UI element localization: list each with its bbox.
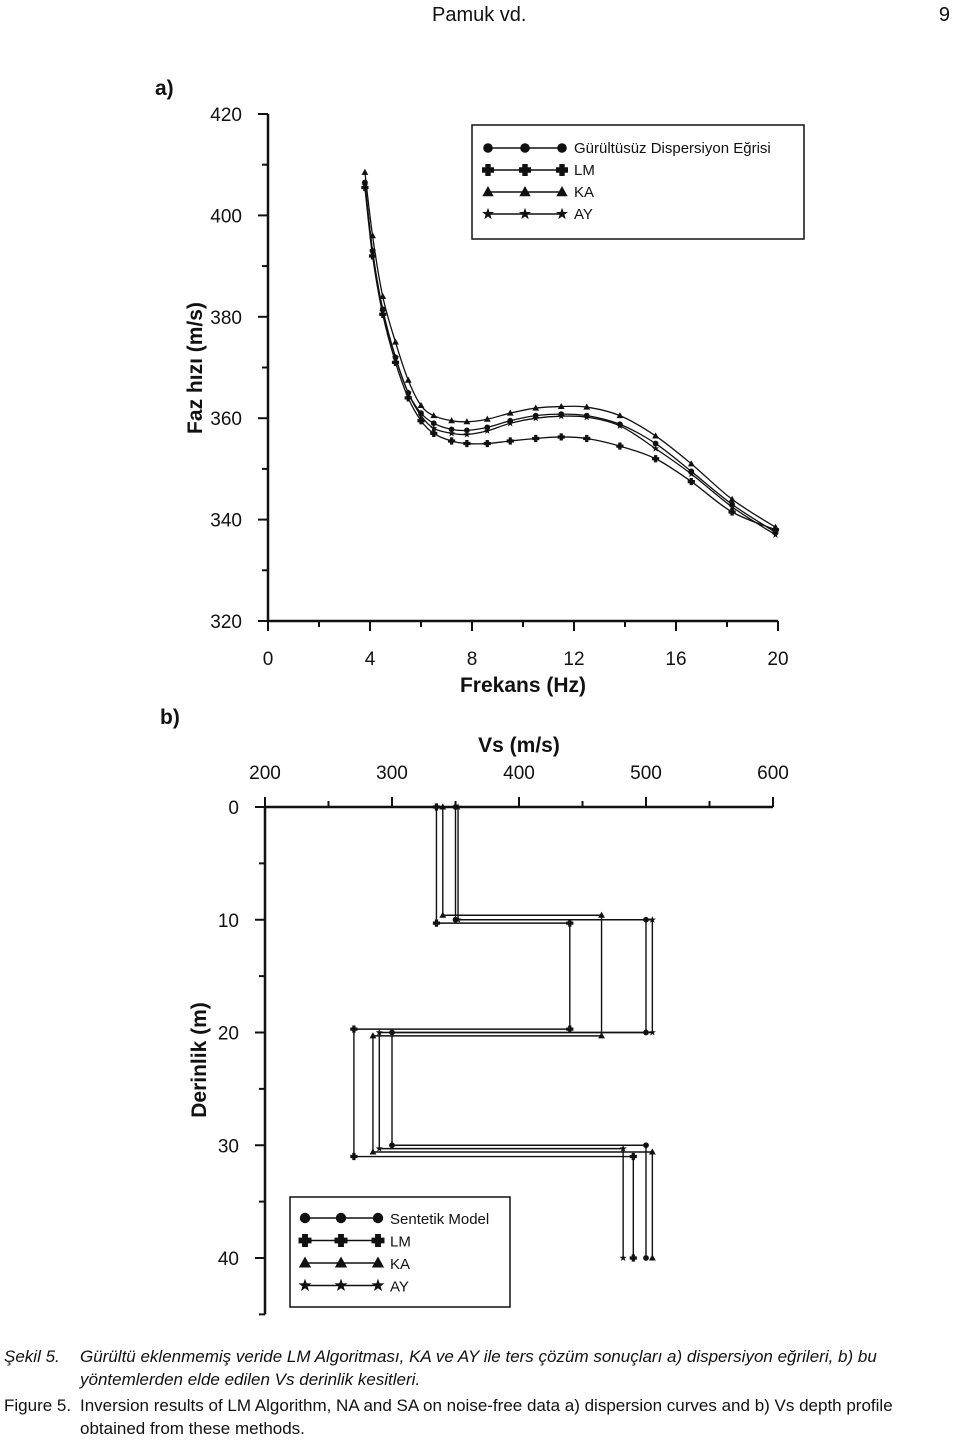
panel-b-point — [376, 1145, 383, 1152]
panel-b-x-axis-title: Vs (m/s) — [478, 734, 560, 757]
panel-b-legend — [290, 1197, 510, 1307]
panel-a-point — [729, 496, 736, 502]
panel-a-point — [652, 432, 659, 438]
panel-b-x-tick-label: 200 — [249, 763, 281, 784]
panel-b-y-axis-title: Derinlik (m) — [188, 1002, 211, 1118]
panel-b-series-group — [350, 803, 656, 1261]
panel-b-point — [566, 920, 573, 927]
panel-a-point — [652, 455, 659, 462]
panel-b-y-tick-label: 40 — [217, 1249, 239, 1270]
panel-b-point — [620, 1254, 627, 1261]
panel-b-point — [566, 1026, 573, 1033]
panel-b-x-tick-label: 500 — [630, 763, 662, 784]
panel-a-point — [405, 377, 412, 383]
panel-b-legend-marker — [373, 1213, 383, 1223]
running-head-author: Pamuk vd. — [432, 4, 527, 26]
panel-b-vs-profile-chart — [160, 706, 789, 1314]
caption-turkish-label: Şekil 5. — [4, 1347, 60, 1366]
panel-b-legend-marker — [300, 1213, 310, 1223]
panel-b-series-line — [379, 807, 652, 1258]
panel-b-y-tick-label: 20 — [217, 1023, 239, 1045]
panel-b-legend-label: LM — [390, 1233, 411, 1251]
panel-b-point — [350, 1026, 357, 1033]
panel-a-point — [392, 339, 399, 345]
panel-a-legend-marker — [483, 143, 493, 153]
panel-a-legend-marker — [557, 143, 567, 153]
panel-a-x-tick-label: 0 — [262, 649, 274, 670]
panel-a-y-tick-label: 400 — [210, 206, 242, 228]
panel-a-point — [484, 440, 491, 447]
panel-a-point — [772, 524, 779, 530]
caption-english-label: Figure 5. — [4, 1396, 72, 1415]
panel-b-point — [630, 1153, 637, 1160]
panel-a-x-tick-label: 20 — [767, 649, 789, 670]
panel-a-y-tick-label: 420 — [210, 105, 242, 126]
panel-b-x-tick-label: 300 — [376, 763, 408, 784]
panel-b-point — [643, 1142, 649, 1148]
panel-a-point — [616, 442, 623, 449]
panel-a-legend-label: AY — [574, 206, 593, 223]
caption-english-text: Inversion results of LM Algorithm, NA and SA on noise-free data a) dispersion curves and b) Vs depth profile obtained from these methods. — [80, 1396, 893, 1438]
panel-b-y-tick-label: 30 — [217, 1136, 239, 1158]
panel-a-x-tick-label: 12 — [563, 649, 585, 670]
panel-b-point — [649, 1029, 656, 1036]
panel-a-legend-label: Gürültüsüz Dispersiyon Eğrisi — [574, 140, 771, 157]
panel-b-legend-marker — [336, 1213, 346, 1223]
panel-a-point — [361, 169, 368, 175]
panel-b-y-tick-label: 10 — [217, 910, 239, 932]
panel-a-legend-label: KA — [574, 184, 595, 201]
caption-turkish-text: Gürültü eklenmemiş veride LM Algoritması, KA ve AY ile ters çözüm sonuçları a) dispersiyon eğrileri, b) bu yöntemlerden elde edilen Vs derinlik kesitleri. — [80, 1347, 877, 1389]
panel-a-point — [463, 440, 470, 447]
panel-a-y-axis-title: Faz hızı (m/s) — [184, 302, 207, 434]
panel-b-label: b) — [160, 706, 180, 729]
panel-b-point — [643, 1255, 649, 1261]
panel-b-x-tick-label: 600 — [757, 763, 789, 784]
panel-b-point — [649, 1254, 656, 1260]
page-number: 9 — [938, 4, 950, 26]
panel-a-point — [448, 437, 455, 444]
panel-b-point — [350, 1153, 357, 1160]
panel-a-y-tick-label: 380 — [210, 307, 242, 329]
panel-a-point — [558, 433, 565, 440]
panel-a-legend-label: LM — [574, 162, 595, 179]
panel-b-legend-label: KA — [390, 1256, 411, 1273]
panel-b-y-tick-label: 0 — [228, 798, 239, 819]
panel-a-y-tick-label: 320 — [210, 612, 242, 633]
panel-a-x-tick-label: 16 — [665, 649, 687, 670]
panel-a-legend — [472, 125, 804, 239]
panel-b-point — [433, 920, 440, 927]
panel-b-point — [433, 803, 440, 810]
panel-a-x-tick-label: 4 — [364, 649, 376, 670]
panel-a-legend-marker — [520, 143, 530, 153]
page-header — [0, 4, 960, 30]
panel-a-point — [532, 435, 539, 442]
panel-b-x-tick-label: 400 — [503, 763, 535, 784]
panel-b-series-star — [376, 803, 656, 1261]
panel-a-label: a) — [155, 77, 174, 100]
figure-5 — [0, 60, 960, 1330]
panel-a-y-tick-label: 360 — [210, 409, 242, 431]
panel-b-point — [630, 1254, 637, 1261]
panel-b-legend-label: AY — [390, 1278, 409, 1296]
panel-a-point — [507, 437, 514, 444]
panel-a-x-axis-title: Frekans (Hz) — [459, 674, 587, 697]
panel-a-y-tick-label: 340 — [210, 510, 242, 532]
panel-a-point — [583, 435, 590, 442]
panel-a-x-tick-label: 8 — [466, 649, 478, 670]
panel-a-dispersion-chart — [155, 77, 804, 697]
panel-b-legend-label: Sentetik Model — [390, 1211, 490, 1228]
panel-b-point — [389, 1142, 395, 1148]
